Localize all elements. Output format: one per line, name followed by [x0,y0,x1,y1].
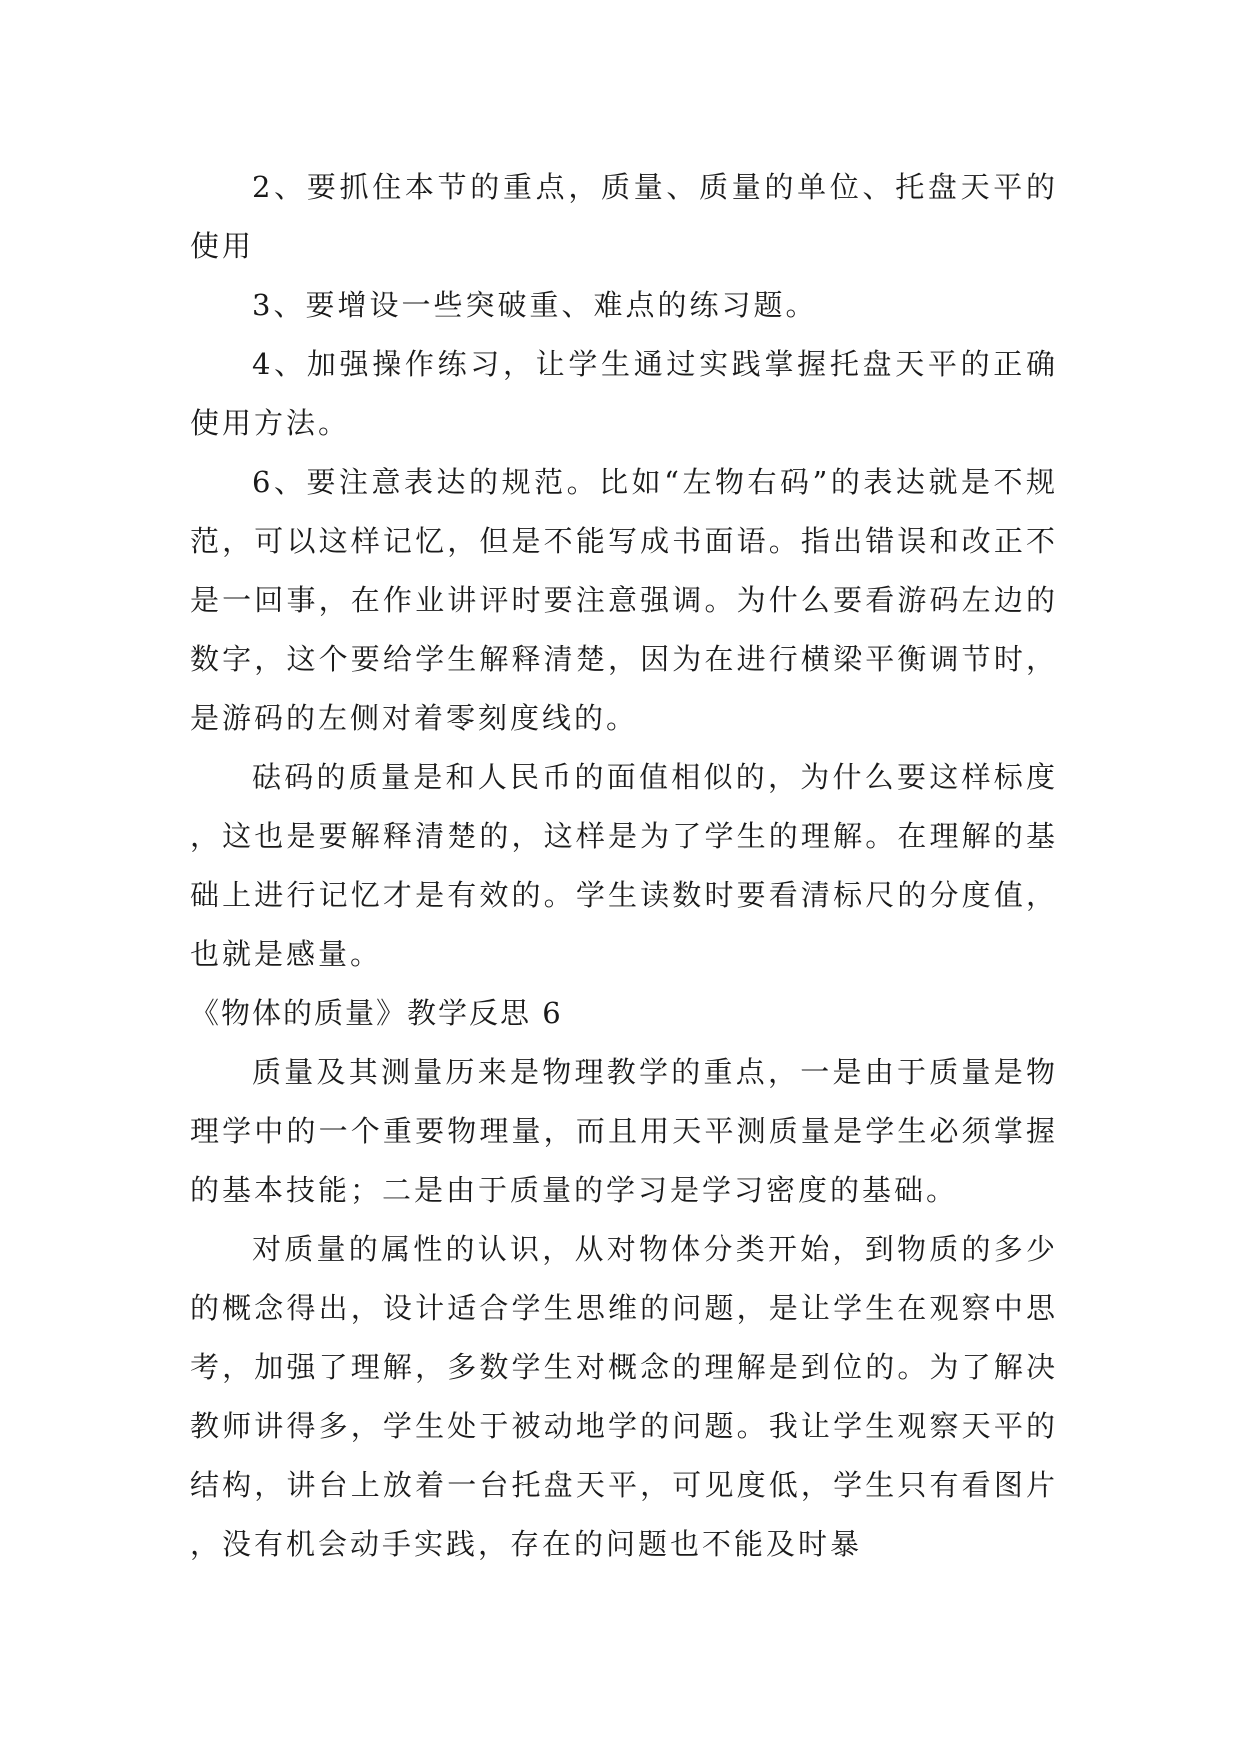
document-body [190,158,1058,1574]
paragraph-operation-practice: 4、加强操作练习，让学生通过实践掌握托盘天平的正确使用方法。 [190,347,1058,440]
paragraph-expression-norms: 6、要注意表达的规范。比如“左物右码”的表达就是不规范，可以这样记忆，但是不能写成书面语。指出错误和改正不是一回事，在作业讲评时要注意强调。为什么要看游码左边的数字，这个要给学生解释清楚，因为在进行横梁平衡调节时，是游码的左侧对着零刻度线的。 [190,465,1058,735]
paragraph-weights: 砝码的质量是和人民币的面值相似的，为什么要这样标度，这也是要解释清楚的，这样是为了学生的理解。在理解的基础上进行记忆才是有效的。学生读数时要看清标尺的分度值，也就是感量。 [190,760,1058,971]
paragraph-mass-importance: 质量及其测量历来是物理教学的重点，一是由于质量是物理学中的一个重要物理量，而且用天平测质量是学生必须掌握的基本技能；二是由于质量的学习是学习密度的基础。 [190,1055,1058,1207]
paragraph-mass-attribute: 对质量的属性的认识，从对物体分类开始，到物质的多少的概念得出，设计适合学生思维的问题，是让学生在观察中思考，加强了理解，多数学生对概念的理解是到位的。为了解决教师讲得多，学生处于被动地学的问题。我让学生观察天平的结构，讲台上放着一台托盘天平，可见度低，学生只有看图片，没有机会动手实践，存在的问题也不能及时暴 [190,1232,1058,1561]
section-heading: 《物体的质量》教学反思 6 [190,996,563,1030]
paragraph-usage-focus: 2、要抓住本节的重点，质量、质量的单位、托盘天平的使用 [190,170,1058,263]
paragraph-exercises: 3、要增设一些突破重、难点的练习题。 [252,288,818,322]
